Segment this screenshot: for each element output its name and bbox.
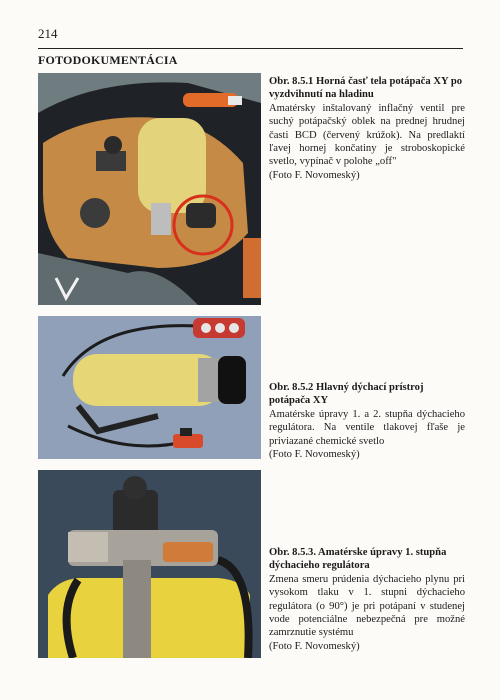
- caption-3-title: Obr. 8.5.3. Amatérske úpravy 1. stupňa dýchacieho regulátora: [269, 547, 447, 572]
- caption-figure-1: [269, 75, 465, 182]
- page-number: 214: [38, 26, 58, 41]
- photo-diver-upper-body: [38, 73, 261, 305]
- section-title: FOTODOKUMENTÁCIA: [38, 53, 178, 67]
- caption-figure-3: [269, 546, 465, 653]
- caption-3-credit: (Foto F. Novomeský): [269, 640, 360, 652]
- caption-3-body: Zmena smeru prúdenia dýchacieho plynu pri vysokom tlaku v 1. stupni dýchacieho regulátora (o 90°) je pri potápaní v studenej vode potenciálne nebezpečná pre možné zamrznutie systému: [269, 573, 465, 639]
- photo-regulator-first-stage: [38, 470, 261, 658]
- caption-1-body: Amatérsky inštalovaný inflačný ventil pre suchý potápačský oblek na prednej hrudnej časti BCD (červený krúžok). Na predlaktí ľavej hornej končatiny je stroboskopické svetlo, vypínač v polohe „off": [269, 102, 465, 168]
- page-rule: [38, 48, 463, 49]
- photo-breathing-apparatus: [38, 316, 261, 459]
- caption-1-title: Obr. 8.5.1 Horná časť tela potápača XY po vyzdvihnutí na hladinu: [269, 76, 463, 101]
- caption-figure-2: [269, 381, 465, 461]
- caption-1-credit: (Foto F. Novomeský): [269, 169, 360, 181]
- caption-2-body: Amatérske úpravy 1. a 2. stupňa dýchacieho regulátora. Na ventile tlakovej fľaše je priviazané chemické svetlo: [269, 408, 465, 447]
- caption-2-credit: (Foto F. Novomeský): [269, 449, 360, 461]
- caption-2-title: Obr. 8.5.2 Hlavný dýchací prístroj potápača XY: [269, 382, 424, 407]
